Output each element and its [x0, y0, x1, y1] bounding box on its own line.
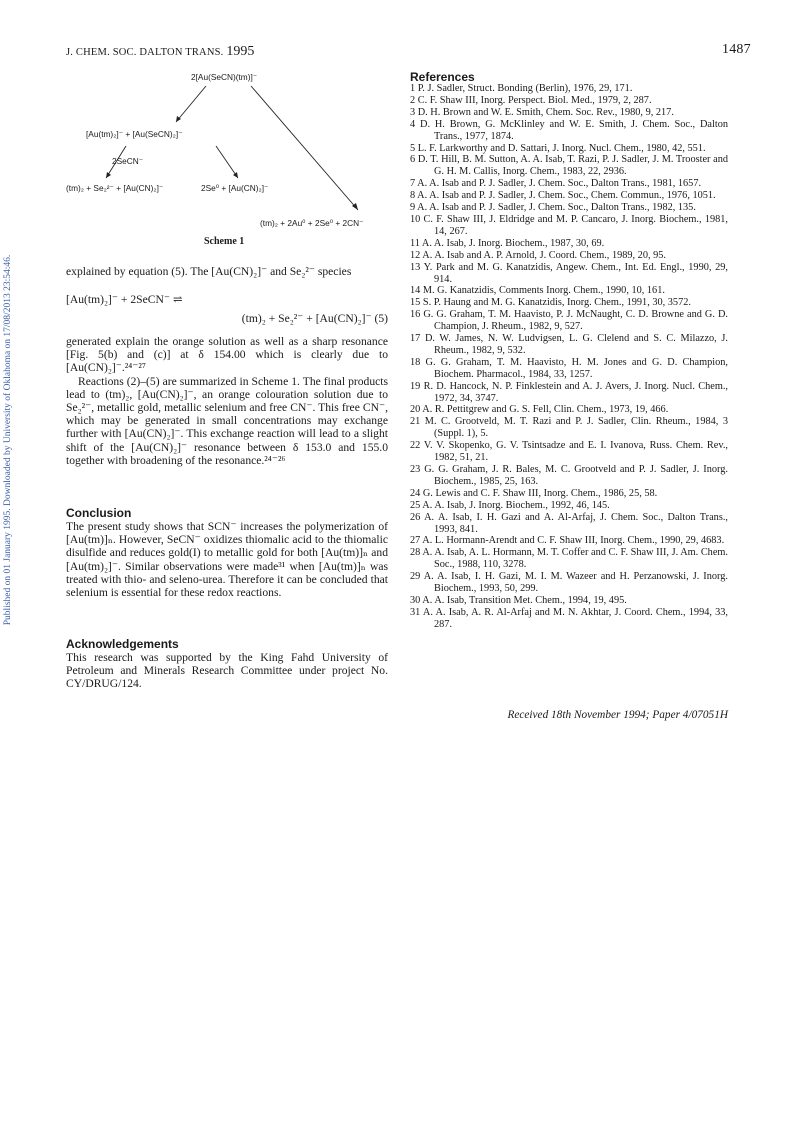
- reference-item: 17 D. W. James, N. W. Ludvigsen, L. G. Clelend and S. C. Milazzo, J. Rheum., 1982, 9, 532.: [410, 333, 728, 356]
- arrowhead-3: [106, 172, 111, 178]
- reference-item: 14 M. G. Kanatzidis, Comments Inorg. Chem., 1990, 10, 161.: [410, 285, 665, 297]
- reference-item: 30 A. A. Isab, Transition Met. Chem., 1994, 19, 495.: [410, 594, 627, 606]
- journal-name: J. CHEM. SOC. DALTON TRANS.: [66, 47, 224, 58]
- reference-item: 4 D. H. Brown, G. McKlinley and W. E. Smith, J. Chem. Soc., Dalton Trans., 1977, 1874.: [410, 118, 728, 142]
- reference-item: 26 A. A. Isab, I. H. Gazi and A. Al-Arfaj, J. Chem. Soc., Dalton Trans., 1993, 841.: [410, 511, 728, 535]
- reference-item: 11 A. A. Isab, J. Inorg. Biochem., 1987, 30, 69.: [410, 237, 605, 249]
- scheme-product-3: (tm)₂ + 2Au⁰ + 2Se⁰ + 2CN⁻: [260, 218, 364, 228]
- scheme-reagent: 2SeCN⁻: [112, 156, 144, 166]
- scheme-1: [66, 60, 396, 260]
- reference-item: 31 A. A. Isab, A. R. Al-Arfaj and M. N. Akhtar, J. Coord. Chem., 1994, 33, 287.: [410, 606, 728, 630]
- scheme-product-2: 2Se⁰ + [Au(CN)₂]⁻: [201, 183, 269, 193]
- equation-5-lhs: [Au(tm)₂]⁻ + 2SeCN⁻ ⇌: [66, 293, 183, 306]
- section-heading-conclusion: Conclusion: [66, 506, 132, 520]
- scheme-arrow-4: [216, 146, 238, 178]
- reference-item: 19 R. D. Hancock, N. P. Finklestein and A. J. Avers, J. Inorg. Nucl. Chem., 1972, 34, 3747.: [410, 380, 728, 404]
- scheme-caption: Scheme 1: [204, 236, 245, 247]
- reference-item: 5 L. F. Larkworthy and D. Sattari, J. Inorg. Nucl. Chem., 1980, 42, 551.: [410, 142, 706, 154]
- reference-item: 29 A. A. Isab, I. H. Gazi, M. I. M. Wazeer and H. Perzanowski, J. Inorg. Biochem., 1993, 50, 299.: [410, 571, 728, 595]
- discussion-text: [66, 335, 388, 467]
- reference-item: 28 A. A. Isab, A. L. Hormann, M. T. Coffer and C. F. Shaw III, J. Am. Chem. Soc., 1988, 110, 3278.: [410, 547, 728, 571]
- conclusion-text: [66, 520, 388, 599]
- section-heading-acknowledgements: Acknowledgements: [66, 637, 179, 651]
- reference-item: 2 C. F. Shaw III, Inorg. Perspect. Biol. Med., 1979, 2, 287.: [410, 94, 652, 106]
- reference-item: 7 A. A. Isab and P. J. Sadler, J. Chem. Soc., Dalton Trans., 1981, 1657.: [410, 178, 702, 190]
- paragraph-scheme-summary: Reactions (2)–(5) are summarized in Scheme 1. The final products lead to (tm)₂, [Au(CN)₂]⁻, an orange colouration solution due to Se₂²⁻, metallic gold, metallic selenium and free CN⁻. This free CN⁻, which may be generated in small concentrations may exchange further with [Au(CN)₂]⁻. This exchange reaction will lead to a slight shift of the [Au(CN)₂]⁻ resonance between δ 153.0 and 155.0 together with broadening of the resonance.²⁴⁻²⁶: [66, 374, 388, 467]
- reference-item: 12 A. A. Isab and A. P. Arnold, J. Coord. Chem., 1989, 20, 95.: [410, 249, 666, 261]
- reference-item: 22 V. V. Skopenko, G. V. Tsintsadze and E. I. Ivanova, Russ. Chem. Rev., 1982, 51, 21.: [410, 440, 728, 464]
- reference-item: 15 S. P. Haung and M. G. Kanatzidis, Inorg. Chem., 1991, 30, 3572.: [410, 297, 691, 309]
- reference-item: 21 M. C. Grootveld, M. T. Razi and P. J. Sadler, Clin. Rheum., 1984, 3 (Suppl. 1), 5.: [410, 416, 728, 440]
- paragraph-text: explained by equation (5). The [Au(CN)₂]⁻ and Se₂²⁻ species: [66, 265, 352, 278]
- reference-item: 9 A. A. Isab and P. J. Sadler, J. Chem. Soc., Dalton Trans., 1982, 135.: [410, 202, 696, 214]
- download-note[interactable]: Published on 01 January 1995. Downloaded by University of Oklahoma on 17/08/2013 23:54:46.: [3, 254, 13, 626]
- paragraph-equation-intro: [66, 265, 388, 278]
- reference-item: 1 P. J. Sadler, Struct. Bonding (Berlin), 1976, 29, 171.: [410, 83, 633, 94]
- reference-item: 24 G. Lewis and C. F. Shaw III, Inorg. Chem., 1986, 25, 58.: [410, 487, 658, 499]
- reference-item: 25 A. A. Isab, J. Inorg. Biochem., 1992, 46, 145.: [410, 499, 610, 511]
- reference-item: 3 D. H. Brown and W. E. Smith, Chem. Soc. Rev., 1980, 9, 217.: [410, 106, 674, 118]
- paragraph-orange-solution: generated explain the orange solution as well as a sharp resonance [Fig. 5(b) and (c)] at δ 154.00 which is clearly due to [Au(CN)₂]⁻.²⁴⁻²⁷: [66, 335, 388, 375]
- download-watermark: [1, 180, 15, 700]
- reference-item: 16 G. G. Graham, T. M. Haavisto, P. J. McNaught, C. D. Browne and G. D. Champion, J. Rheum., 1982, 9, 527.: [410, 309, 728, 333]
- section-heading-references: References: [410, 70, 475, 84]
- journal-year: 1995: [226, 44, 255, 59]
- reference-item: 27 A. L. Hormann-Arendt and C. F. Shaw III, Inorg. Chem., 1990, 29, 4683.: [410, 535, 725, 547]
- reference-item: 6 D. T. Hill, B. M. Sutton, A. A. Isab, T. Razi, P. J. Sadler, J. M. Trooster and G. H. M. Callis, Inorg. Chem., 1983, 22, 2936.: [410, 154, 728, 178]
- page-number: 1487: [722, 42, 751, 57]
- acknowledgements-text: [66, 651, 388, 691]
- reference-item: 20 A. R. Pettitgrew and G. S. Fell, Clin. Chem., 1973, 19, 466.: [410, 404, 669, 416]
- reference-item: 23 G. G. Graham, J. R. Bales, M. C. Grootveld and P. J. Sadler, J. Inorg. Biochem., 1985, 25, 163.: [410, 464, 728, 487]
- equation-5-rhs: (tm)₂ + Se₂²⁻ + [Au(CN)₂]⁻ (5): [241, 312, 388, 325]
- scheme-top-species: 2[Au(SeCN)(tm)]⁻: [191, 72, 258, 82]
- paragraph-conclusion: The present study shows that SCN⁻ increases the polymerization of [Au(tm)]ₙ. However, SeCN⁻ oxidizes thiomalic acid to the thiomalic disulfide and reduces gold(I) to metallic gold for both [Au(tm)]ₙ and [Au(tm)₂]⁻. Similar observations were made³¹ when [Au(tm)]ₙ was treated with thio- and seleno-urea. Therefore it can be concluded that selenium is essential for these redox reactions.: [66, 520, 388, 600]
- reference-item: 18 G. G. Graham, T. M. Haavisto, H. M. Jones and G. D. Champion, Biochem. Pharmacol., 1984, 33, 1257.: [410, 356, 728, 380]
- received-date: Received 18th November 1994; Paper 4/07051H: [507, 709, 728, 721]
- reference-item: 13 Y. Park and M. G. Kanatzidis, Angew. Chem., Int. Ed. Engl., 1990, 29, 914.: [410, 261, 728, 285]
- reference-list: [410, 83, 728, 631]
- reference-item: 10 C. F. Shaw III, J. Eldridge and M. P. Cancaro, J. Inorg. Biochem., 1981, 14, 267.: [410, 213, 728, 237]
- scheme-intermediate: [Au(tm)₂]⁻ + [Au(SeCN)₂]⁻: [86, 129, 183, 139]
- reference-item: 8 A. A. Isab and P. J. Sadler, J. Chem. Soc., Chem. Commun., 1976, 1051.: [410, 190, 716, 202]
- scheme-product-1: (tm)₂ + Se₂²⁻ + [Au(CN)₂]⁻: [66, 183, 164, 193]
- arrowhead-4: [233, 172, 238, 178]
- scheme-arrow-1: [176, 86, 206, 122]
- running-header: [66, 44, 254, 60]
- paragraph-acknowledgements: This research was supported by the King Fahd University of Petroleum and Minerals Research Committee under project No. CY/DRUG/124.: [66, 651, 388, 691]
